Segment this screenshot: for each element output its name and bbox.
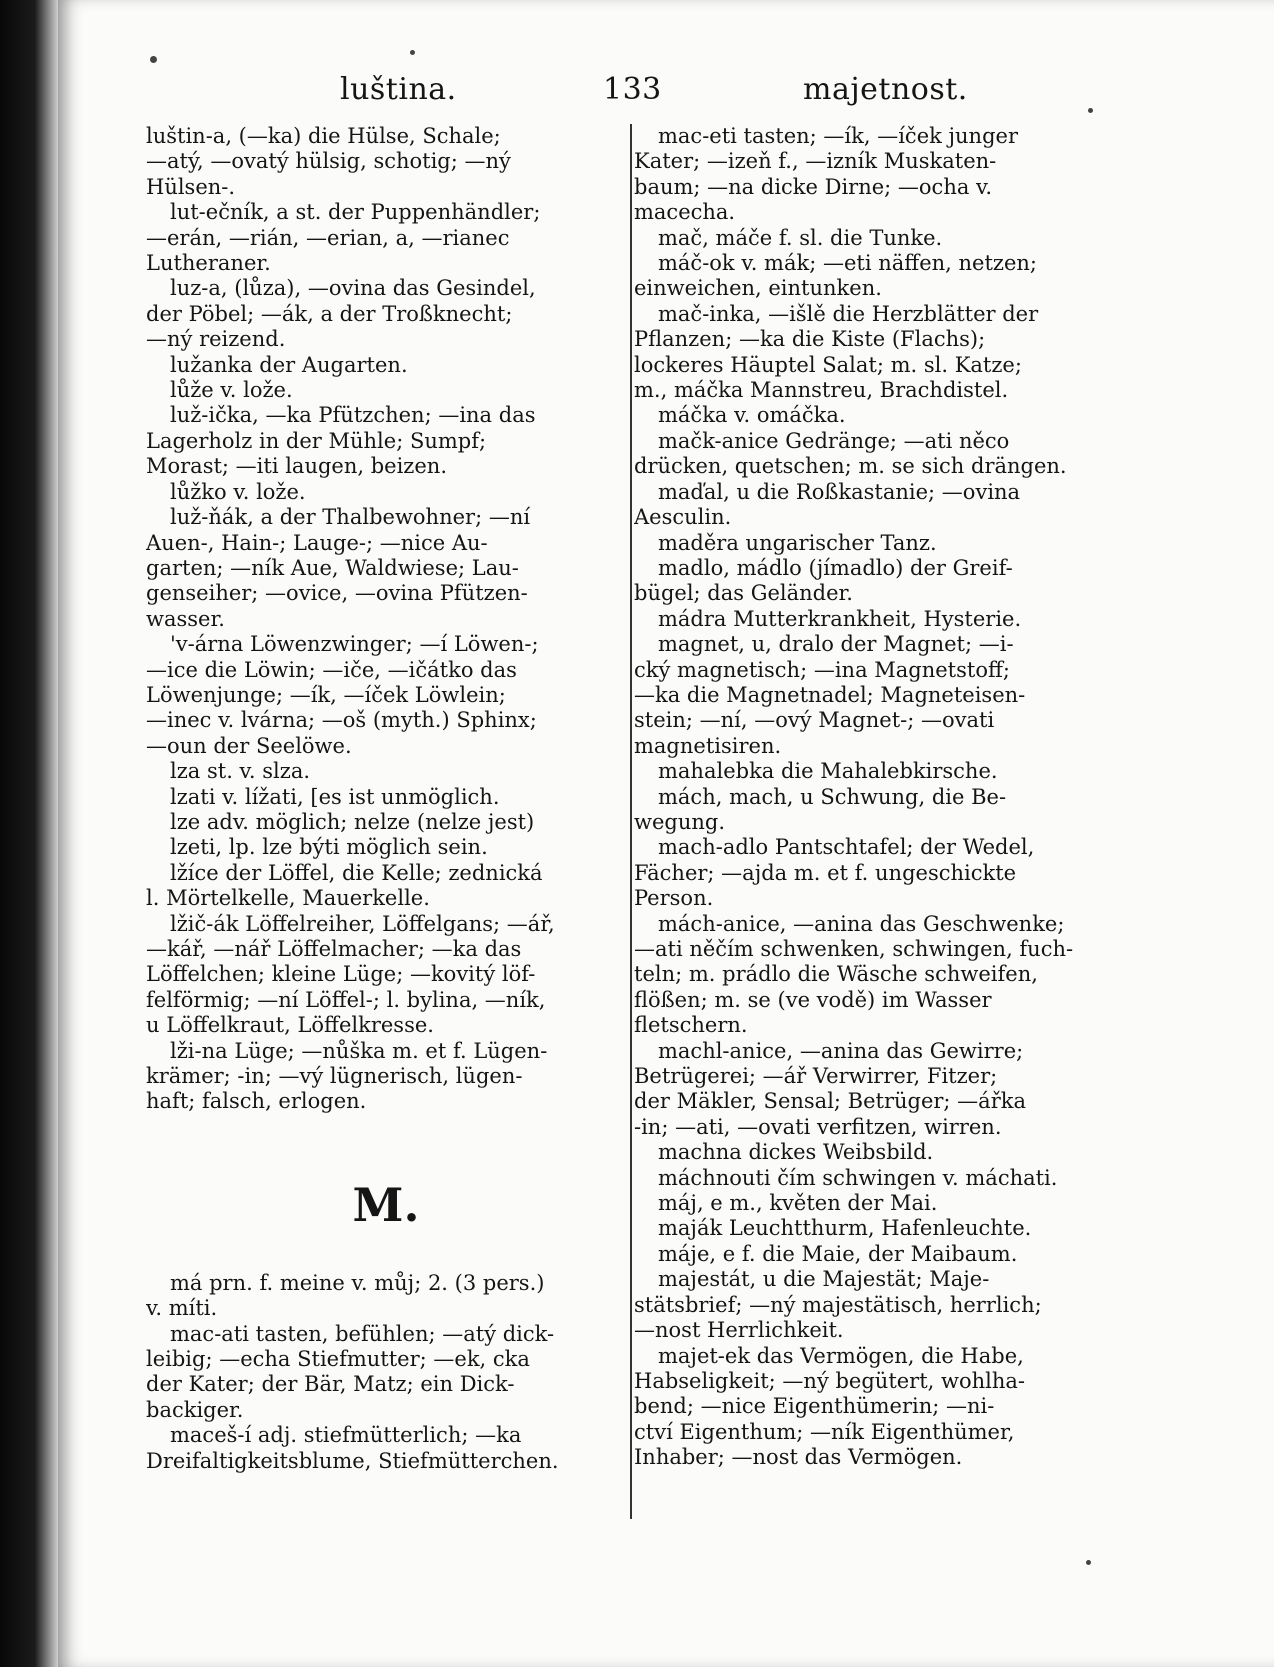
dictionary-page: [58, 0, 1274, 1667]
entry-line: m., máčka Mannstreu, Brachdistel.: [634, 378, 1009, 403]
entry-line: maďal, u die Roßkastanie; —ovina: [658, 479, 1021, 504]
entry-line: der Pöbel; —ák, a der Troßknecht;: [146, 301, 513, 326]
book-gutter: [0, 0, 58, 1667]
entry-line: lzati v. lížati, [es ist unmöglich.: [170, 784, 500, 809]
entry-line: mahalebka die Mahalebkirsche.: [658, 759, 998, 784]
right-column: [628, 124, 1154, 1471]
entry-line: maceš-í adj. stiefmütterlich; —ka: [170, 1423, 522, 1448]
entry-line: madlo, mádlo (jímadlo) der Greif-: [658, 555, 1013, 580]
entry-line: ctví Eigenthum; —ník Eigenthümer,: [634, 1419, 1015, 1444]
entry-line: teln; m. prádlo die Wäsche schweifen,: [634, 962, 1038, 987]
entry-line: Habseligkeit; —ný begütert, wohlha-: [634, 1368, 1026, 1393]
entry-line: máj, e m., květen der Mai.: [658, 1191, 938, 1216]
entry-line: Kater; —izeň f., —izník Muskaten-: [634, 149, 997, 174]
entry-line: —ice die Löwin; —iče, —ičátko das: [146, 657, 517, 682]
entry-line: lži-na Lüge; —nůška m. et f. Lügen-: [170, 1038, 548, 1063]
entry-line: fletschern.: [634, 1013, 748, 1038]
entry-line: lockeres Häuptel Salat; m. sl. Katze;: [634, 352, 1022, 377]
entry-line: lzeti, lp. lze býti möglich sein.: [170, 835, 488, 860]
entry-line: lžíce der Löffel, die Kelle; zednická: [170, 860, 543, 885]
entry-line: máčka v. omáčka.: [658, 403, 846, 428]
entry-line: Löffelchen; kleine Lüge; —kovitý löf-: [146, 962, 536, 987]
entry-line: Inhaber; —nost das Vermögen.: [634, 1445, 963, 1470]
entry-line: —ati něčím schwenken, schwingen, fuch-: [634, 937, 1074, 961]
entry-line: haft; falsch, erlogen.: [146, 1089, 367, 1114]
entry-line: Person.: [634, 886, 714, 911]
right-column-entries: [634, 124, 1154, 1471]
entry-line: majestát, u die Majestät; Maje-: [658, 1267, 990, 1292]
entry-line: mách-anice, —anina das Geschwenke;: [658, 911, 1065, 936]
entry-line: krämer; -in; —vý lügnerisch, lügen-: [146, 1064, 523, 1089]
entry-line: lze adv. möglich; nelze (nelze jest): [170, 809, 535, 834]
entry-line: máchnouti čím schwingen v. máchati.: [658, 1165, 1058, 1190]
entry-line: genseiher; —ovice, —ovina Pfützen-: [146, 581, 528, 606]
entry-line: der Kater; der Bär, Matz; ein Dick-: [146, 1372, 515, 1397]
entry-line: lůžko v. lože.: [170, 479, 306, 504]
entry-line: mač, máče f. sl. die Tunke.: [658, 225, 943, 250]
entry-line: Löwenjunge; —ík, —íček Löwlein;: [146, 682, 506, 707]
entry-line: bend; —nice Eigenthümerin; —ni-: [634, 1394, 995, 1419]
entry-line: backiger.: [146, 1397, 244, 1422]
entry-line: Betrügerei; —ář Verwirrer, Fitzer;: [634, 1064, 998, 1089]
entry-line: máje, e f. die Maie, der Maibaum.: [658, 1241, 1018, 1266]
entry-line: luz-a, (lůza), —ovina das Gesindel,: [170, 276, 536, 301]
speck-mark: [150, 56, 157, 63]
entry-line: lužanka der Augarten.: [170, 352, 408, 377]
left-column-entries-m: [146, 1271, 626, 1474]
entry-line: mač-inka, —išlě die Herzblätter der: [658, 301, 1039, 326]
entry-line: flößen; m. se (ve vodě) im Wasser: [634, 987, 992, 1012]
entry-line: mach-adlo Pantschtafel; der Wedel,: [658, 835, 1035, 860]
entry-line: lžič-ák Löffelreiher, Löffelgans; —ář,: [170, 911, 555, 936]
entry-line: majet-ek das Vermögen, die Habe,: [658, 1343, 1024, 1368]
entry-line: Pflanzen; —ka die Kiste (Flachs);: [634, 327, 986, 352]
speck-mark: [1086, 1560, 1091, 1565]
entry-line: —erán, —rián, —erian, a, —rianec: [146, 225, 510, 250]
entry-line: l. Mörtelkelle, Mauerkelle.: [146, 886, 430, 911]
entry-line: Aesculin.: [634, 505, 732, 530]
entry-line: Fächer; —ajda m. et f. ungeschickte: [634, 860, 1017, 885]
entry-line: maják Leuchtthurm, Hafenleuchte.: [658, 1216, 1032, 1241]
entry-line: mačk-anice Gedränge; —ati něco: [658, 428, 1010, 453]
entry-line: einweichen, eintunken.: [634, 276, 882, 301]
right-guide-word: majetnost.: [803, 72, 968, 107]
left-column-entries: [146, 124, 626, 1115]
entry-line: —ný reizend.: [146, 327, 286, 352]
section-gap: [146, 1115, 626, 1163]
entry-line: Morast; —iti laugen, beizen.: [146, 454, 448, 479]
entry-line: Lutheraner.: [146, 251, 271, 276]
entry-line: luštin-a, (—ka) die Hülse, Schale;: [146, 124, 501, 148]
entry-line: Auen-, Hain-; Lauge-; —nice Au-: [146, 530, 488, 555]
entry-line: wasser.: [146, 606, 225, 631]
entry-line: Lagerholz in der Mühle; Sumpf;: [146, 428, 487, 453]
entry-line: maděra ungarischer Tanz.: [658, 530, 937, 555]
entry-line: Hülsen-.: [146, 174, 236, 199]
entry-line: mádra Mutterkrankheit, Hysterie.: [658, 606, 1022, 631]
entry-line: machna dickes Weibsbild.: [658, 1140, 934, 1165]
entry-line: stein; —ní, —ový Magnet-; —ovati: [634, 708, 995, 733]
entry-line: magnet, u, dralo der Magnet; —i-: [658, 632, 1014, 657]
entry-line: lut-ečník, a st. der Puppenhändler;: [170, 200, 541, 225]
entry-line: —kář, —nář Löffelmacher; —ka das: [146, 937, 522, 961]
left-guide-word: luština.: [340, 72, 457, 107]
entry-line: mách, mach, u Schwung, die Be-: [658, 784, 1007, 809]
entry-line: macecha.: [634, 200, 736, 225]
left-column: [146, 124, 626, 1474]
entry-line: luž-ička, —ka Pfützchen; —ina das: [170, 403, 536, 428]
entry-line: —ka die Magnetnadel; Magneteisen-: [634, 682, 1026, 707]
entry-line: má prn. f. meine v. můj; 2. (3 pers.): [170, 1270, 545, 1295]
speck-mark: [410, 50, 415, 55]
entry-line: mac-eti tasten; —ík, —íček junger: [658, 124, 1018, 148]
page-number: 133: [603, 72, 662, 107]
entry-line: —oun der Seelöwe.: [146, 733, 352, 758]
entry-line: 'v-árna Löwenzwinger; —í Löwen-;: [170, 632, 539, 657]
entry-line: lůže v. lože.: [170, 378, 293, 403]
entry-line: —atý, —ovatý hülsig, schotig; —ný: [146, 149, 511, 174]
entry-line: felförmig; —ní Löffel-; l. bylina, —ník,: [146, 987, 546, 1012]
entry-line: u Löffelkraut, Löffelkresse.: [146, 1013, 434, 1038]
entry-line: drücken, quetschen; m. se sich drängen.: [634, 454, 1067, 479]
entry-line: —nost Herrlichkeit.: [634, 1318, 844, 1343]
entry-line: v. míti.: [146, 1296, 218, 1321]
entry-line: wegung.: [634, 809, 726, 834]
entry-line: machl-anice, —anina das Gewirre;: [658, 1038, 1024, 1063]
section-letter: M.: [352, 1177, 420, 1232]
entry-line: stätsbrief; —ný majestätisch, herrlich;: [634, 1292, 1042, 1317]
entry-line: cký magnetisch; —ina Magnetstoff;: [634, 657, 1010, 682]
entry-line: —inec v. lvárna; —oš (myth.) Sphinx;: [146, 708, 537, 733]
page-header: [58, 72, 1274, 120]
entry-line: garten; —ník Aue, Waldwiese; Lau-: [146, 555, 519, 580]
entry-line: bügel; das Geländer.: [634, 581, 853, 606]
entry-line: luž-ňák, a der Thalbewohner; —ní: [170, 505, 531, 530]
entry-line: máč-ok v. mák; —eti näffen, netzen;: [658, 251, 1037, 276]
entry-line: Dreifaltigkeitsblume, Stiefmütterchen.: [146, 1448, 559, 1473]
entry-line: der Mäkler, Sensal; Betrüger; —ářka: [634, 1089, 1026, 1114]
entry-line: -in; —ati, —ovati verfitzen, wirren.: [634, 1114, 1002, 1139]
entry-line: lza st. v. slza.: [170, 759, 311, 784]
entry-line: leibig; —echa Stiefmutter; —ek, cka: [146, 1347, 530, 1372]
entry-line: mac-ati tasten, befühlen; —atý dick-: [170, 1321, 555, 1346]
entry-line: baum; —na dicke Dirne; —ocha v.: [634, 174, 993, 199]
entry-line: magnetisiren.: [634, 733, 782, 758]
